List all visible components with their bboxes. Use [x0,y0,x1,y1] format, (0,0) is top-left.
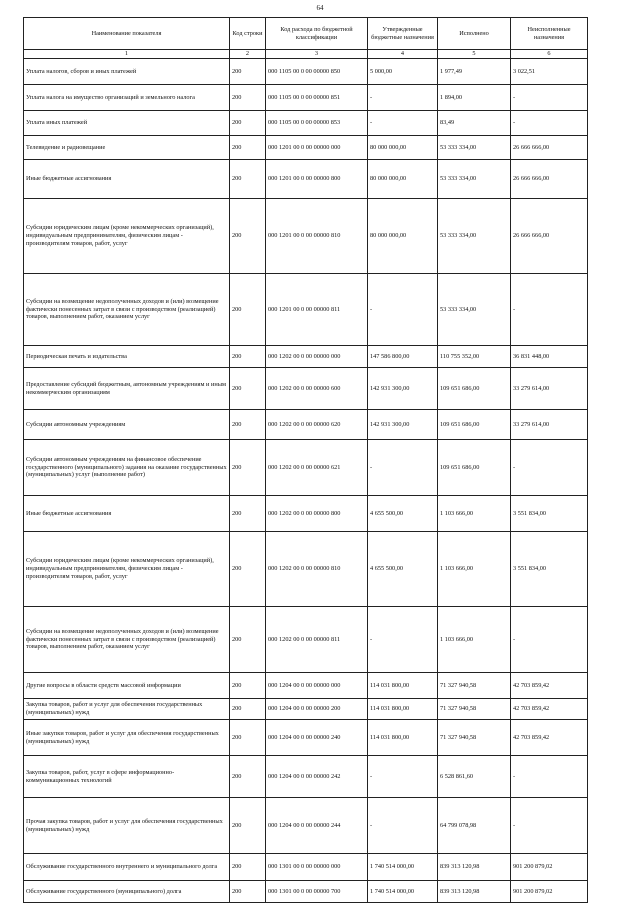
executed-amount-cell: 1 103 666,00 [438,607,511,673]
unexecuted-amount-cell: 33 279 614,00 [511,368,588,410]
header-approved-appropriations: Утвержденные бюджетные назначения [368,18,438,50]
budget-classification-code-cell: 000 1301 00 0 00 00000 000 [266,854,368,881]
indicator-name-cell: Субсидии на возмещение недополученных доходов и (или) возмещение фактически понесенных затрат в связи с производством (реализацией) товаров, выполнением работ, оказанием услуг [24,274,230,346]
indicator-name-cell: Субсидии юридическим лицам (кроме некоммерческих организаций), индивидуальным предпринимателям, физическим лицам - производителям товаров, работ, услуг [24,199,230,274]
budget-classification-code-cell: 000 1202 00 0 00 00000 800 [266,496,368,532]
executed-amount-cell: 839 313 120,98 [438,854,511,881]
approved-amount-cell: 142 931 300,00 [368,368,438,410]
executed-amount-cell: 71 327 940,58 [438,699,511,720]
column-number: 2 [230,50,266,59]
budget-execution-table [23,17,588,903]
column-number: 3 [266,50,368,59]
line-code-cell: 200 [230,59,266,85]
approved-amount-cell: 114 031 800,00 [368,720,438,756]
unexecuted-amount-cell: - [511,440,588,496]
budget-classification-code-cell: 000 1201 00 0 00 00000 000 [266,136,368,160]
executed-amount-cell: 83,49 [438,111,511,136]
indicator-name-cell: Уплата иных платежей [24,111,230,136]
budget-classification-code-cell: 000 1105 00 0 00 00000 853 [266,111,368,136]
table-row [24,699,588,720]
table-row [24,85,588,111]
executed-amount-cell: 1 977,49 [438,59,511,85]
indicator-name-cell: Субсидии юридическим лицам (кроме некоммерческих организаций), индивидуальным предпринимателям, физическим лицам - производителям товаров, работ, услуг [24,532,230,607]
line-code-cell: 200 [230,854,266,881]
table-row [24,59,588,85]
column-numbers-row [24,50,588,59]
executed-amount-cell: 53 333 334,00 [438,160,511,199]
line-code-cell: 200 [230,346,266,368]
approved-amount-cell: - [368,440,438,496]
approved-amount-cell: 114 031 800,00 [368,699,438,720]
table-row [24,440,588,496]
table-row [24,274,588,346]
line-code-cell: 200 [230,368,266,410]
executed-amount-cell: 53 333 334,00 [438,136,511,160]
approved-amount-cell: - [368,607,438,673]
indicator-name-cell: Иные бюджетные ассигнования [24,160,230,199]
table-row [24,368,588,410]
line-code-cell: 200 [230,85,266,111]
table-row [24,881,588,903]
unexecuted-amount-cell: - [511,274,588,346]
budget-classification-code-cell: 000 1204 00 0 00 00000 200 [266,699,368,720]
budget-classification-code-cell: 000 1202 00 0 00 00000 000 [266,346,368,368]
unexecuted-amount-cell: 33 279 614,00 [511,410,588,440]
header-unexecuted-appropriations: Неисполненные назначения [511,18,588,50]
indicator-name-cell: Периодическая печать и издательства [24,346,230,368]
approved-amount-cell: 147 586 800,00 [368,346,438,368]
table-row [24,854,588,881]
budget-classification-code-cell: 000 1204 00 0 00 00000 240 [266,720,368,756]
indicator-name-cell: Обслуживание государственного (муниципального) долга [24,881,230,903]
table-row [24,199,588,274]
header-line-code: Код строки [230,18,266,50]
header-budget-classification-code: Код расхода по бюджетной классификации [266,18,368,50]
executed-amount-cell: 1 894,00 [438,85,511,111]
line-code-cell: 200 [230,720,266,756]
approved-amount-cell: - [368,798,438,854]
column-number: 4 [368,50,438,59]
table-row [24,160,588,199]
executed-amount-cell: 1 103 666,00 [438,496,511,532]
line-code-cell: 200 [230,798,266,854]
table-row [24,346,588,368]
executed-amount-cell: 64 799 078,98 [438,798,511,854]
budget-classification-code-cell: 000 1202 00 0 00 00000 620 [266,410,368,440]
executed-amount-cell: 71 327 940,58 [438,720,511,756]
executed-amount-cell: 109 651 686,00 [438,410,511,440]
budget-classification-code-cell: 000 1301 00 0 00 00000 700 [266,881,368,903]
unexecuted-amount-cell: 42 703 859,42 [511,720,588,756]
budget-classification-code-cell: 000 1202 00 0 00 00000 621 [266,440,368,496]
table-row [24,756,588,798]
line-code-cell: 200 [230,496,266,532]
table-row [24,607,588,673]
line-code-cell: 200 [230,136,266,160]
line-code-cell: 200 [230,160,266,199]
unexecuted-amount-cell: 26 666 666,00 [511,199,588,274]
approved-amount-cell: 80 000 000,00 [368,136,438,160]
indicator-name-cell: Закупка товаров, работ и услуг для обеспечения государственных (муниципальных) нужд [24,699,230,720]
approved-amount-cell: 1 740 514 000,00 [368,881,438,903]
unexecuted-amount-cell: 36 831 448,00 [511,346,588,368]
approved-amount-cell: - [368,85,438,111]
column-number: 6 [511,50,588,59]
line-code-cell: 200 [230,410,266,440]
unexecuted-amount-cell: 26 666 666,00 [511,136,588,160]
line-code-cell: 200 [230,699,266,720]
approved-amount-cell: 142 931 300,00 [368,410,438,440]
budget-classification-code-cell: 000 1202 00 0 00 00000 810 [266,532,368,607]
budget-classification-code-cell: 000 1202 00 0 00 00000 600 [266,368,368,410]
line-code-cell: 200 [230,881,266,903]
budget-classification-code-cell: 000 1105 00 0 00 00000 850 [266,59,368,85]
table-row [24,798,588,854]
executed-amount-cell: 1 103 666,00 [438,532,511,607]
line-code-cell: 200 [230,440,266,496]
approved-amount-cell: 80 000 000,00 [368,199,438,274]
approved-amount-cell: 5 000,00 [368,59,438,85]
executed-amount-cell: 110 755 352,00 [438,346,511,368]
executed-amount-cell: 53 333 334,00 [438,199,511,274]
table-row [24,111,588,136]
indicator-name-cell: Закупка товаров, работ, услуг в сфере информационно-коммуникационных технологий [24,756,230,798]
header-executed: Исполнено [438,18,511,50]
line-code-cell: 200 [230,111,266,136]
unexecuted-amount-cell: 901 200 879,02 [511,854,588,881]
unexecuted-amount-cell: - [511,798,588,854]
executed-amount-cell: 109 651 686,00 [438,440,511,496]
unexecuted-amount-cell: 3 551 834,00 [511,532,588,607]
unexecuted-amount-cell: 42 703 859,42 [511,673,588,699]
line-code-cell: 200 [230,274,266,346]
unexecuted-amount-cell: - [511,85,588,111]
executed-amount-cell: 839 313 120,98 [438,881,511,903]
indicator-name-cell: Другие вопросы в области средств массовой информации [24,673,230,699]
executed-amount-cell: 71 327 940,58 [438,673,511,699]
approved-amount-cell: 4 655 500,00 [368,496,438,532]
unexecuted-amount-cell: 26 666 666,00 [511,160,588,199]
unexecuted-amount-cell: 3 022,51 [511,59,588,85]
unexecuted-amount-cell: - [511,111,588,136]
approved-amount-cell: - [368,274,438,346]
budget-classification-code-cell: 000 1204 00 0 00 00000 000 [266,673,368,699]
line-code-cell: 200 [230,607,266,673]
unexecuted-amount-cell: - [511,607,588,673]
approved-amount-cell: 4 655 500,00 [368,532,438,607]
budget-classification-code-cell: 000 1202 00 0 00 00000 811 [266,607,368,673]
table-row [24,720,588,756]
executed-amount-cell: 109 651 686,00 [438,368,511,410]
header-indicator-name: Наименование показателя [24,18,230,50]
budget-classification-code-cell: 000 1201 00 0 00 00000 810 [266,199,368,274]
budget-classification-code-cell: 000 1105 00 0 00 00000 851 [266,85,368,111]
indicator-name-cell: Обслуживание государственного внутреннего и муниципального долга [24,854,230,881]
table-row [24,673,588,699]
page-number: 64 [316,4,324,12]
indicator-name-cell: Субсидии автономным учреждениям на финансовое обеспечение государственного (муниципального) задания на оказание государственных (муниципальных) услуг (выполнение работ) [24,440,230,496]
approved-amount-cell: 1 740 514 000,00 [368,854,438,881]
unexecuted-amount-cell: 901 200 879,02 [511,881,588,903]
indicator-name-cell: Уплата налогов, сборов и иных платежей [24,59,230,85]
approved-amount-cell: - [368,756,438,798]
budget-classification-code-cell: 000 1201 00 0 00 00000 800 [266,160,368,199]
budget-classification-code-cell: 000 1204 00 0 00 00000 242 [266,756,368,798]
indicator-name-cell: Иные бюджетные ассигнования [24,496,230,532]
line-code-cell: 200 [230,673,266,699]
indicator-name-cell: Иные закупки товаров, работ и услуг для обеспечения государственных (муниципальных) нужд [24,720,230,756]
unexecuted-amount-cell: - [511,756,588,798]
line-code-cell: 200 [230,532,266,607]
approved-amount-cell: - [368,111,438,136]
table-row [24,136,588,160]
indicator-name-cell: Прочая закупка товаров, работ и услуг для обеспечения государственных (муниципальных) нужд [24,798,230,854]
indicator-name-cell: Субсидии на возмещение недополученных доходов и (или) возмещение фактически понесенных затрат в связи с производством (реализацией) товаров, выполнением работ, оказанием услуг [24,607,230,673]
approved-amount-cell: 80 000 000,00 [368,160,438,199]
approved-amount-cell: 114 031 800,00 [368,673,438,699]
table-row [24,496,588,532]
indicator-name-cell: Уплата налога на имущество организаций и земельного налога [24,85,230,111]
column-number: 1 [24,50,230,59]
table-header-row [24,18,588,50]
unexecuted-amount-cell: 3 551 834,00 [511,496,588,532]
executed-amount-cell: 6 528 861,60 [438,756,511,798]
budget-classification-code-cell: 000 1201 00 0 00 00000 811 [266,274,368,346]
table-row [24,410,588,440]
line-code-cell: 200 [230,756,266,798]
executed-amount-cell: 53 333 334,00 [438,274,511,346]
line-code-cell: 200 [230,199,266,274]
budget-classification-code-cell: 000 1204 00 0 00 00000 244 [266,798,368,854]
table-row [24,532,588,607]
indicator-name-cell: Субсидии автономным учреждениям [24,410,230,440]
indicator-name-cell: Телевидение и радиовещание [24,136,230,160]
column-number: 5 [438,50,511,59]
unexecuted-amount-cell: 42 703 859,42 [511,699,588,720]
indicator-name-cell: Предоставление субсидий бюджетным, автономным учреждениям и иным некоммерческим организациям [24,368,230,410]
